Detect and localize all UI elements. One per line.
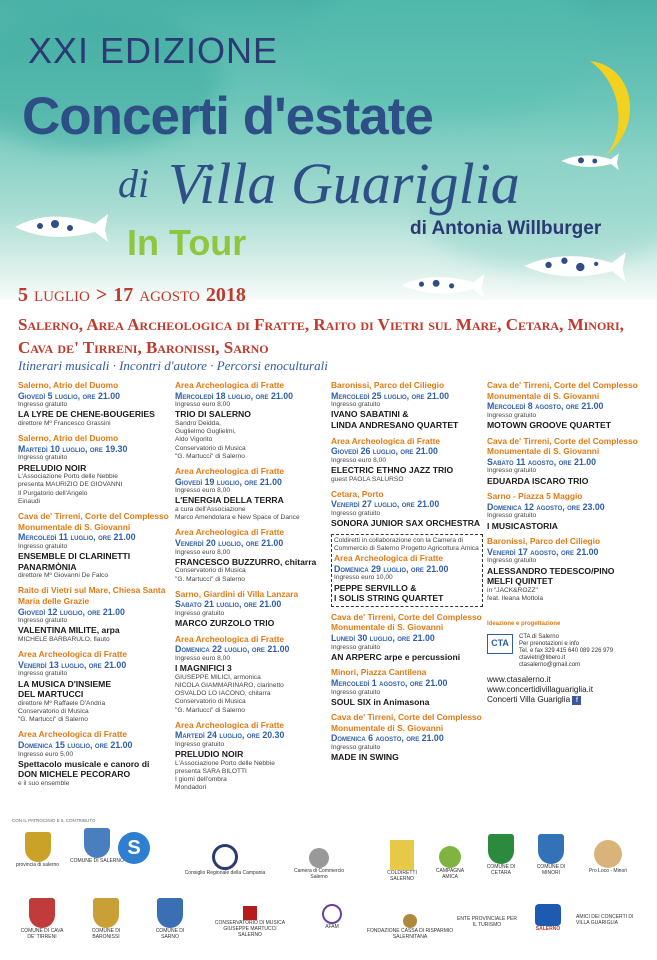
event-date: Domenica 29 luglio, ore 21.00: [334, 563, 449, 574]
event-item: [18, 649, 170, 724]
event-entry: Ingresso gratuito: [487, 411, 537, 419]
event-item: [331, 534, 483, 607]
event-entry: Ingresso gratuito: [487, 467, 537, 475]
event-performer: MADE IN SWING: [331, 752, 399, 763]
logo-aci-salerno: SALERNO: [530, 904, 566, 932]
event-location: Cava de' Tirreni, Corte del Complesso Monumentale di S. Giovanni: [487, 435, 638, 457]
logo-conservatorio: CONSERVATORIO DI MUSICA GIUSEPPE MARTUCCI SALERNO: [214, 906, 286, 938]
itinerary-tagline: Itinerari musicali · Incontri d'autore · Percorsi enoculturali: [18, 358, 328, 373]
title-di: di: [118, 161, 150, 206]
event-location: Area Archeologica di Fratte: [18, 649, 128, 660]
event-detail: LINDA ANDRESANO QUARTET: [331, 419, 459, 430]
logo-campagna-amica: CAMPAGNA AMICA: [430, 846, 470, 880]
logo-salerno-s: S: [118, 832, 150, 864]
event-detail: Conservatorio di Musica: [175, 698, 246, 706]
event-performer: PEPPE SERVILLO &: [334, 582, 417, 593]
web-links: [487, 675, 645, 705]
cta-line: ctasalerno@gmail.com: [519, 661, 581, 668]
logo-comune-sarno: COMUNE DI SARNO: [150, 898, 190, 940]
event-performer: FRANCESCO BUZZURRO, chitarra: [175, 556, 317, 567]
event-detail: L'Associazione Porto delle Nebbie: [175, 759, 275, 767]
event-location: Raito di Vietri sul Mare, Chiesa Santa Maria delle Grazie: [18, 585, 166, 606]
event-entry: Ingresso gratuito: [18, 617, 68, 625]
event-item: [18, 380, 170, 428]
event-entry: Ingresso euro 8,00: [175, 654, 230, 662]
event-performer: LA MUSICA D'INSIEME: [18, 678, 112, 689]
event-performer: AN ARPERC arpe e percussioni: [331, 651, 461, 662]
logo-amici-concerti: AMICI DEI CONCERTI DI VILLA GUARIGLIA: [576, 914, 634, 926]
logo-comune-cetara: COMUNE DI CETARA: [482, 834, 520, 876]
fish-icon: [400, 270, 486, 300]
logo-afam: AFAM: [312, 904, 352, 930]
cta-line: CTA di Salerno: [519, 633, 559, 640]
event-date: Domenica 6 agosto, ore 21.00: [331, 733, 444, 744]
event-performer: I MUSICASTORIA: [487, 520, 558, 531]
event-date: Sabato 11 agosto, ore 21.00: [487, 456, 597, 467]
logo-comune-baronissi: COMUNE DI BARONISSI: [86, 898, 126, 940]
event-date: Mercoledì 25 luglio, ore 21.00: [331, 390, 450, 401]
event-location: Area Archeologica di Fratte: [175, 633, 285, 644]
event-date: Mercoledì 11 luglio, ore 21.00: [18, 532, 136, 543]
sponsor-logos: [0, 818, 657, 960]
event-detail: Einaudi: [18, 497, 40, 505]
event-detail: direttore Mº Raffaele D'Andria: [18, 699, 106, 707]
event-performer: TRIO DI SALERNO: [175, 409, 251, 420]
event-entry: Ingresso gratuito: [18, 401, 68, 409]
patronage-label: CON IL PATROCINIO E IL CONTRIBUTO: [12, 818, 96, 823]
logo-camera-commercio: Camera di Commercio Salerno: [288, 848, 350, 880]
event-entry: Ingresso euro 8,00: [331, 456, 386, 464]
event-date: Mercoledì 18 luglio, ore 21.00: [175, 390, 294, 401]
event-date: Domenica 15 luglio, ore 21.00: [18, 739, 133, 750]
col4-events: [487, 380, 645, 603]
event-performer: MOTOWN GROOVE QUARTET: [487, 419, 611, 430]
logo-comune-cava: COMUNE DI CAVA DE' TIRRENI: [18, 898, 66, 940]
event-detail: I SOLIS STRING QUARTET: [334, 593, 444, 604]
event-detail: OSVALDO LO IACONO, chitarra: [175, 690, 271, 698]
event-performer: ELECTRIC ETHNO JAZZ TRIO: [331, 464, 454, 475]
event-item: [487, 491, 645, 531]
event-date: Venerdì 17 agosto, ore 21.00: [487, 546, 599, 557]
cta-line: Tel. e fax 329 415 640 089 226 979: [519, 647, 614, 654]
event-location: Salerno, Atrio del Duomo: [18, 380, 119, 390]
logo-comune-minori: COMUNE DI MINORI: [532, 834, 570, 876]
event-location: Area Archeologica di Fratte: [334, 553, 444, 564]
event-performer: VALENTINA MILITE, arpa: [18, 625, 120, 636]
event-date: Giovedì 5 luglio, ore 21.00: [18, 390, 120, 401]
event-date: Giovedì 26 luglio, ore 21.00: [331, 446, 438, 457]
website-link[interactable]: www.concertidivillaguariglia.it: [487, 684, 594, 694]
title-line1: Concerti d'estate: [22, 87, 433, 146]
event-entry: Ingresso gratuito: [331, 509, 381, 517]
event-detail: "G. Martucci" di Salerno: [175, 575, 245, 583]
event-location: Area Archeologica di Fratte: [175, 466, 285, 476]
event-location: Baronissi, Parco del Ciliegio: [331, 380, 445, 390]
event-item: [331, 436, 483, 484]
event-detail: Conservatorio di Musica: [175, 567, 246, 575]
credits-title: Ideazione e progettazione: [487, 621, 561, 628]
event-location: Cetara, Porto: [331, 488, 384, 499]
event-detail: Mondadori: [175, 784, 207, 792]
event-detail: DEL MARTUCCI: [18, 689, 84, 700]
date-range: [18, 284, 246, 307]
event-detail: feat. Ileana Mottola: [487, 594, 544, 602]
event-performer: ENSEMBLE DI CLARINETTI: [18, 550, 131, 561]
schedule-column-4: [487, 380, 645, 705]
logo-comune-salerno: COMUNE DI SALERNO: [70, 828, 124, 864]
event-item: [331, 380, 483, 431]
event-detail: Conservatorio di Musica: [175, 444, 246, 452]
hero-banner: [0, 0, 657, 300]
logo-fondazione: FONDAZIONE CASSA DI RISPARMIO SALERNITANA: [366, 914, 454, 940]
event-detail: Marco Amendolara e New Space of Dance: [175, 514, 300, 522]
event-entry: Ingresso gratuito: [331, 401, 381, 409]
event-date: Venerdì 20 luglio, ore 21.00: [175, 537, 284, 548]
event-location: Cava de' Tirreni, Corte del Complesso Monumentale di S. Giovanni: [331, 611, 482, 633]
event-detail: GIUSEPPE MILICI, armonica: [175, 673, 261, 681]
event-entry: Ingresso euro 8,00: [175, 548, 230, 556]
event-entry: Ingresso euro 8,00: [175, 487, 230, 495]
event-performer: IVANO SABATINI &: [331, 409, 409, 420]
event-item: [331, 667, 483, 707]
event-performer: MARCO ZURZOLO TRIO: [175, 618, 275, 629]
fish-icon: [560, 150, 620, 172]
event-detail: Conservatorio di Musica: [18, 707, 89, 715]
event-entry: Ingresso gratuito: [175, 740, 225, 748]
event-entry: Ingresso gratuito: [175, 609, 225, 617]
schedule-column-3: [331, 380, 483, 768]
edition-label: XXI EDIZIONE: [28, 30, 279, 71]
fish-icon: [10, 210, 110, 244]
event-performer: LA LYRE DE CHENE-BOUGERIES: [18, 409, 155, 420]
author-label: di Antonia Willburger: [410, 218, 602, 239]
event-item: [487, 380, 645, 431]
logo-consiglio-regionale: Consiglio Regionale della Campania: [180, 844, 270, 876]
event-location: Area Archeologica di Fratte: [175, 527, 285, 538]
cta-block: [487, 634, 645, 669]
event-entry: Ingresso euro 5,00: [18, 750, 73, 758]
start-month: LUGLIO: [34, 289, 90, 305]
event-detail: "G. Martucci" di Salerno: [18, 716, 88, 724]
event-detail: presenta MAURIZIO DE GIOVANNI: [18, 481, 123, 489]
event-entry: Ingresso gratuito: [18, 670, 68, 678]
event-detail: e il suo ensemble: [18, 779, 70, 787]
event-item: [18, 511, 170, 580]
event-detail: Il Purgatorio dell'Angelo: [18, 489, 88, 497]
event-location: Minori, Piazza Cantilena: [331, 667, 427, 678]
event-location: Area Archeologica di Fratte: [175, 719, 285, 730]
event-detail: guest PAOLA SALURSO: [331, 475, 404, 483]
event-location: Sarno, Giardini di Villa Lanzara: [175, 588, 299, 599]
event-performer: Spettacolo musicale e canoro di: [18, 758, 150, 769]
event-item: [18, 729, 170, 788]
event-date: Martedì 24 luglio, ore 20.30: [175, 730, 285, 741]
event-detail: a cura dell'Associazione: [175, 505, 246, 513]
event-entry: Ingresso gratuito: [487, 557, 537, 565]
event-detail: in "JACK&ROZZ": [487, 586, 538, 594]
logo-pro-loco: Pro Loco - Minori: [588, 840, 628, 874]
facebook-link[interactable]: Concerti Villa Guariglia f: [487, 695, 645, 705]
event-detail: "G. Martucci" di Salerno: [175, 706, 245, 714]
event-detail: Sandro Deidda,: [175, 419, 221, 427]
event-date: Domenica 12 agosto, ore 23.00: [487, 501, 605, 512]
event-date: Giovedì 12 luglio, ore 21.00: [18, 606, 125, 617]
title-line2: Villa Guariglia: [168, 151, 520, 216]
event-item: [18, 433, 170, 506]
venues-list: Salerno, Area Archeologica di Fratte, Raito di Vietri sul Mare, Cetara, Minori, Cava de' Tirreni, Baronissi, Sarno: [18, 315, 624, 357]
event-entry: Ingresso gratuito: [331, 688, 381, 696]
logo-provincia: provincia di salerno: [16, 832, 59, 868]
event-performer: ALESSANDRO TEDESCO/PINO: [487, 565, 615, 576]
event-item: [18, 585, 170, 644]
event-location: Salerno, Atrio del Duomo: [18, 433, 119, 444]
event-detail: L'Associazione Porto delle Nebbie: [18, 473, 118, 481]
event-performer: EDUARDA ISCARO TRIO: [487, 475, 589, 486]
event-date: Giovedì 19 luglio, ore 21.00: [175, 476, 282, 487]
event-detail: Aldo Vigorito: [175, 436, 213, 444]
tour-label: In Tour: [127, 222, 247, 263]
event-location: Area Archeologica di Fratte: [175, 380, 285, 390]
start-day: 5: [18, 284, 28, 306]
event-date: Venerdì 13 luglio, ore 21.00: [18, 659, 127, 670]
website-link[interactable]: www.ctasalerno.it: [487, 674, 551, 684]
schedule-column-1: [18, 380, 170, 793]
year: 2018: [205, 284, 246, 306]
event-intro: Coldiretti in collaborazione con la Camera di Commercio di Salerno Progetto Agricoltura Amica: [334, 536, 479, 552]
event-date: Domenica 22 luglio, ore 21.00: [175, 644, 290, 655]
event-location: Sarno - Piazza 5 Maggio: [487, 491, 583, 502]
event-location: Cava de' Tirreni, Corte del Complesso Monumentale di S. Giovanni: [331, 712, 482, 733]
event-entry: Ingresso gratuito: [18, 542, 68, 550]
event-entry: Ingresso gratuito: [331, 643, 381, 651]
event-performer: SONORA JUNIOR SAX ORCHESTRA: [331, 518, 481, 529]
event-detail: MELFI QUINTET: [487, 576, 553, 587]
event-detail: MICHELE BARBARULO, flauto: [18, 635, 110, 643]
event-date: Mercoledì 8 agosto, ore 21.00: [487, 401, 604, 412]
event-detail: presenta SARA BILOTTI: [175, 767, 247, 775]
event-location: Area Archeologica di Fratte: [331, 435, 441, 446]
event-performer: PRELUDIO NOIR: [18, 462, 87, 473]
event-date: Sabato 21 luglio, ore 21.00: [175, 599, 282, 610]
event-date: Lunedì 30 luglio, ore 21.00: [331, 632, 435, 643]
event-detail: Guglielmo Guglielmi,: [175, 428, 236, 436]
event-entry: Ingresso gratuito: [331, 744, 381, 752]
event-item: [175, 720, 327, 793]
event-item: [331, 712, 483, 763]
event-item: [175, 589, 327, 629]
cta-logo: CTA: [487, 634, 513, 654]
event-detail: direttore Mº Francesco Grassini: [18, 419, 111, 427]
event-date: Martedì 10 luglio, ore 19.30: [18, 443, 128, 454]
event-location: Cava de' Tirreni, Corte del Complesso Monumentale di S. Giovanni: [487, 380, 638, 401]
cta-line: Per prenotazioni e info: [519, 640, 580, 647]
end-day: 17: [113, 284, 134, 306]
event-detail: DON MICHELE PECORARO: [18, 769, 131, 780]
event-location: Cava de' Tirreni, Corte del Complesso Monumentale di S. Giovanni: [18, 510, 169, 532]
logo-coldiretti: COLDIRETTI SALERNO: [384, 840, 420, 882]
cta-line: ctavietri@libero.it: [519, 654, 566, 661]
event-item: [331, 612, 483, 663]
event-item: [175, 634, 327, 715]
event-item: [487, 536, 645, 603]
event-entry: Ingresso gratuito: [487, 512, 537, 520]
schedule-column-2: [175, 380, 327, 798]
event-item: [175, 527, 327, 583]
event-item: [175, 466, 327, 522]
event-detail: I giorni dell'ombra: [175, 776, 227, 784]
event-detail: PANARMÒNIA: [18, 561, 77, 572]
event-detail: direttore Mº Giovanni De Falco: [18, 572, 108, 580]
event-date: Venerdì 27 luglio, ore 21.00: [331, 499, 440, 510]
date-separator: >: [95, 284, 108, 306]
event-location: Baronissi, Parco del Ciliegio: [487, 536, 601, 547]
event-item: [487, 436, 645, 487]
end-month: AGOSTO: [139, 289, 200, 305]
event-item: [175, 380, 327, 461]
event-performer: PRELUDIO NOIR: [175, 749, 244, 760]
cta-lines: [519, 634, 613, 669]
event-performer: L'ENERGIA DELLA TERRA: [175, 495, 284, 506]
event-entry: Ingresso euro 8,00: [175, 401, 230, 409]
facebook-icon: f: [572, 696, 581, 705]
fish-icon: [520, 248, 630, 284]
event-location: Area Archeologica di Fratte: [18, 729, 128, 740]
event-entry: Ingresso gratuito: [18, 454, 68, 462]
logo-ept: ENTE PROVINCIALE PER IL TURISMO: [456, 916, 517, 928]
event-item: [331, 489, 483, 529]
event-date: Mercoledì 1 agosto, ore 21.00: [331, 677, 448, 688]
event-detail: NICOLA GIAMMARINARO, clarinetto: [175, 681, 284, 689]
event-entry: Ingresso euro 10,00: [334, 574, 393, 582]
event-detail: "G. Martucci" di Salerno: [175, 452, 245, 460]
event-performer: I MAGNIFICI 3: [175, 663, 232, 674]
event-performer: SOUL SIX in Animasona: [331, 696, 430, 707]
